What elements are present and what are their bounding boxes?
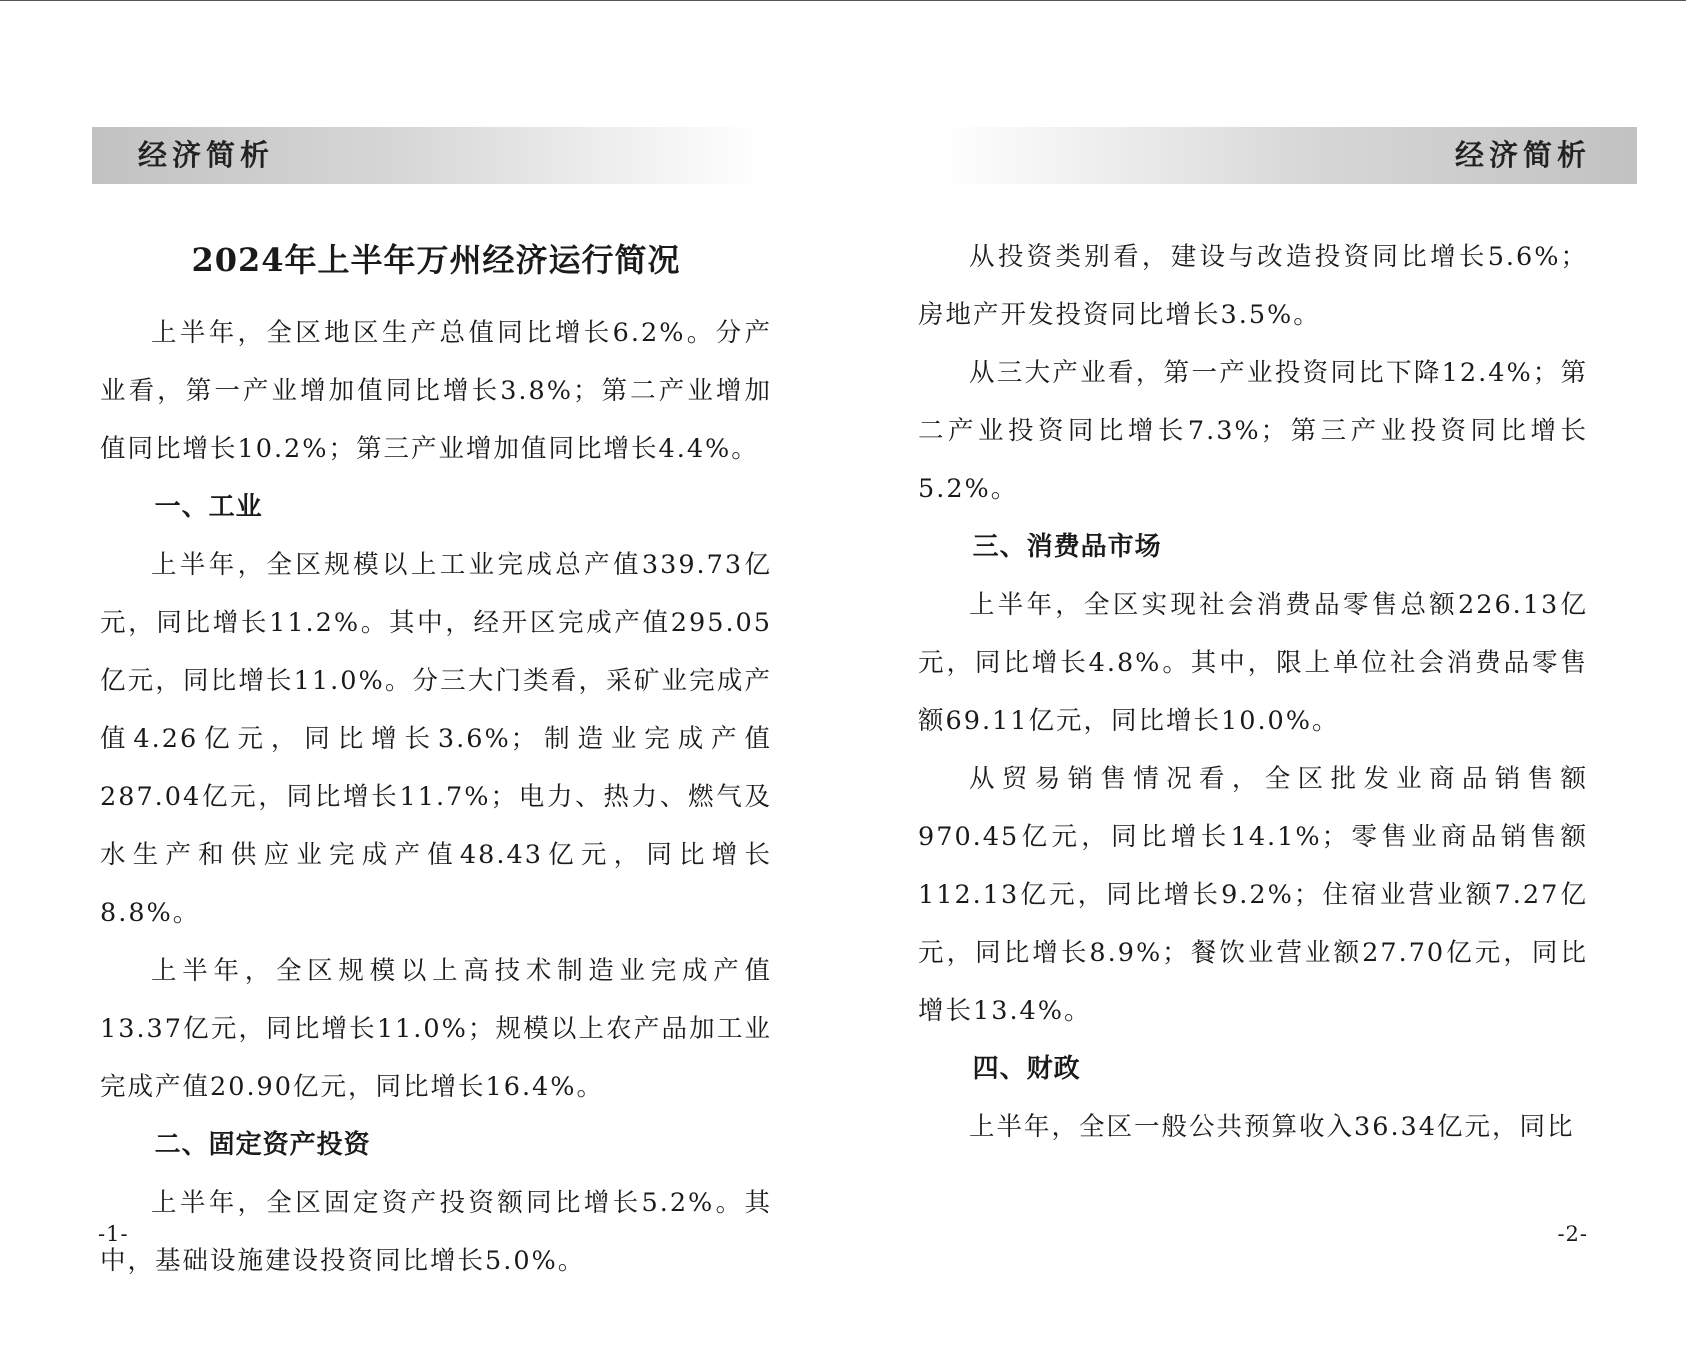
document-title: 2024年上半年万州经济运行简况 — [191, 241, 681, 279]
section-heading-finance: 四、财政 — [972, 1054, 1081, 1084]
paragraph-fixed-investment: 上半年，全区固定资产投资额同比增长5.2%。其中，基础设施建设投资同比增长5.0%。 — [100, 1188, 772, 1276]
section-heading-consumer-market: 三、消费品市场 — [972, 532, 1162, 562]
paragraph-industry-output: 上半年，全区规模以上工业完成总产值339.73亿元，同比增长11.2%。其中，经开区完成产值295.05亿元，同比增长11.0%。分三大门类看，采矿业完成产值4.26亿元，同比增长3.6%；制造业完成产值287.04亿元，同比增长11.7%；电力、热力、燃气及水生产和供应业完成产值48.43亿元，同比增长8.8%。 — [100, 550, 772, 928]
page-number-right: -2- — [1557, 1222, 1588, 1246]
section-header-band — [92, 127, 764, 184]
section-heading-fixed-investment: 二、固定资产投资 — [154, 1130, 371, 1160]
paragraph-retail-sales: 上半年，全区实现社会消费品零售总额226.13亿元，同比增长4.8%。其中，限上单位社会消费品零售额69.11亿元，同比增长10.0%。 — [918, 590, 1588, 736]
paragraph-trade-sales: 从贸易销售情况看，全区批发业商品销售额970.45亿元，同比增长14.1%；零售业商品销售额112.13亿元，同比增长9.2%；住宿业营业额7.27亿元，同比增长8.9%；餐饮业营业额27.70亿元，同比增长13.4%。 — [918, 764, 1588, 1026]
paragraph-three-industries-investment: 从三大产业看，第一产业投资同比下降12.4%；第二产业投资同比增长7.3%；第三产业投资同比增长5.2%。 — [918, 358, 1588, 504]
paragraph-public-budget: 上半年，全区一般公共预算收入36.34亿元，同比 — [969, 1112, 1575, 1142]
section-header-band — [940, 127, 1637, 184]
section-header-label: 经济简析 — [1454, 138, 1591, 172]
section-heading-industry: 一、工业 — [154, 492, 263, 522]
section-header-label: 经济简析 — [138, 138, 275, 172]
page-number-left: -1- — [98, 1222, 129, 1246]
right-page-content — [918, 228, 1588, 1156]
paragraph-gdp: 上半年，全区地区生产总值同比增长6.2%。分产业看，第一产业增加值同比增长3.8%；第二产业增加值同比增长10.2%；第三产业增加值同比增长4.4%。 — [100, 318, 772, 464]
left-page-content — [100, 228, 772, 1290]
paragraph-hightech-manufacturing: 上半年，全区规模以上高技术制造业完成产值13.37亿元，同比增长11.0%；规模以上农产品加工业完成产值20.90亿元，同比增长16.4%。 — [100, 956, 772, 1102]
paragraph-investment-category: 从投资类别看，建设与改造投资同比增长5.6%；房地产开发投资同比增长3.5%。 — [918, 242, 1588, 330]
